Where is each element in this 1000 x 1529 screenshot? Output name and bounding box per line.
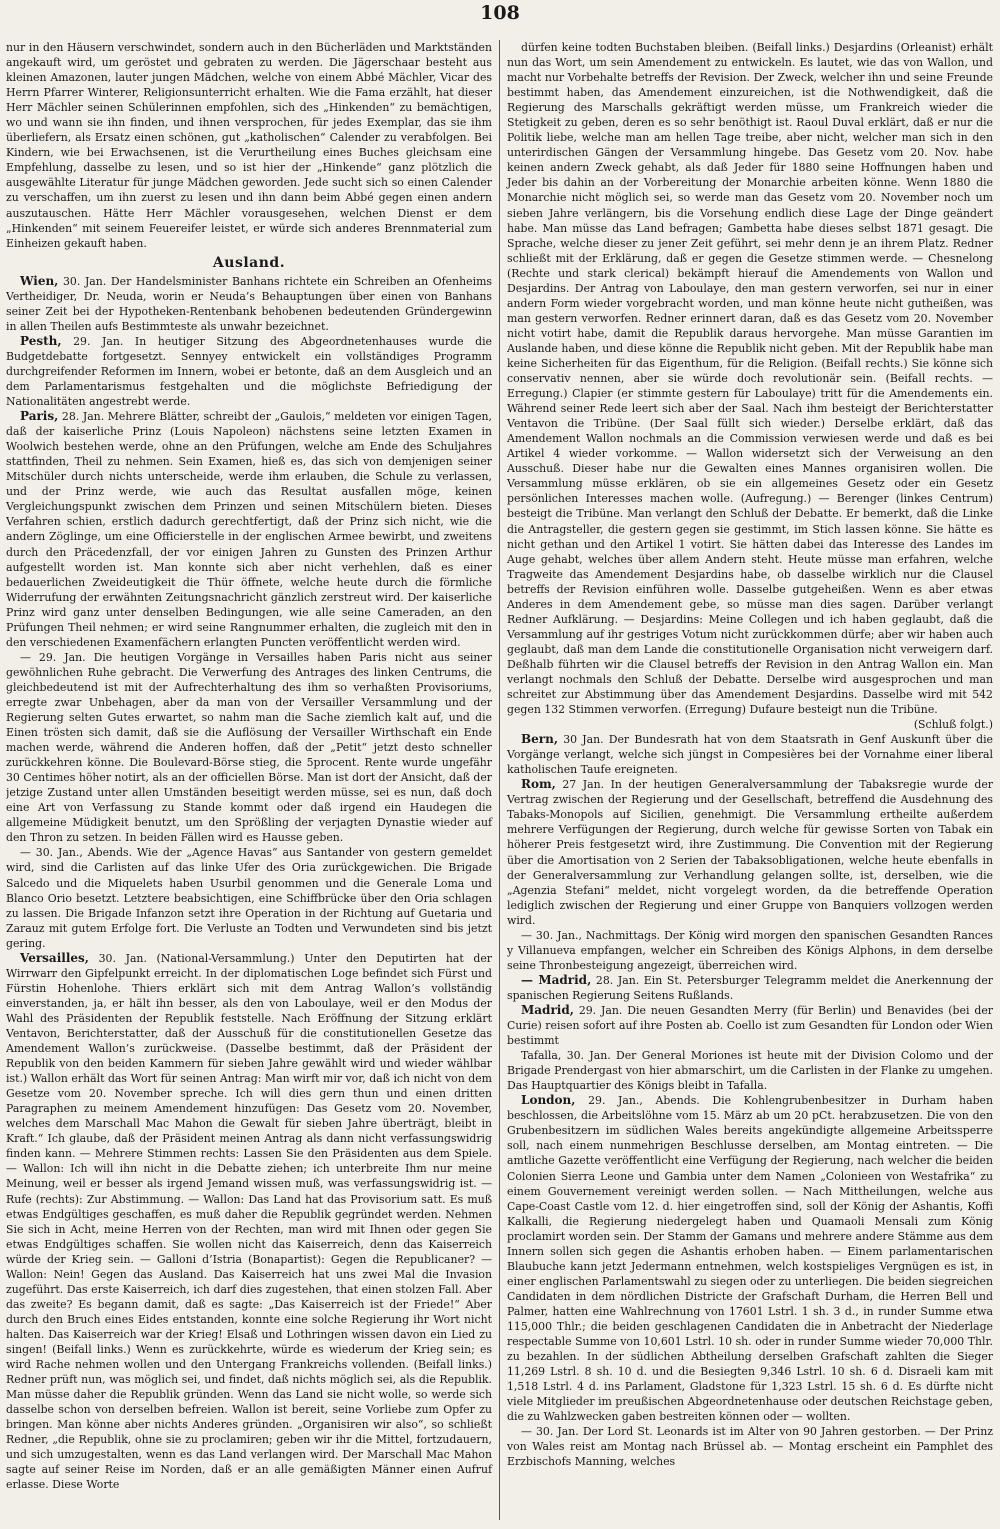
dateline: Pesth,: [20, 333, 62, 348]
article-paragraph: [6, 334, 492, 409]
dateline: Bern,: [521, 732, 559, 747]
article-columns: [6, 40, 994, 1520]
intro-paragraph: nur in den Häusern verschwindet, sondern auch in den Bücherläden und Marktständen angekauft wird, um geröstet und gebraten zu werden. Die Jägerschaar besteht aus kleinen Amazonen, lauter jungen Mädchen, welche von einem Abbé Mächler, Vicar des Herrn Pfarrer Winterer, Religionsunterricht erhalten. Wie die Fama erzählt, hat dieser Herr Mächler seinen Schülerinnen empfohlen, sich des „Hinkenden“ zu bemächtigen, wo und wann sie ihn finden, und ihnen versprochen, für jedes Exemplar, das sie ihm überliefern, als Ersatz einen schönen, gut „katholischen“ Calender zu verabfolgen. Bei Kindern, wie bei Erwachsenen, ist die Verurtheilung eines Buches gleichsam eine Empfehlung, dasselbe zu lesen, und so ist hier der „Hinkende“ ganz plötzlich die ausgewählte Literatur für junge Mädchen geworden. Jede sucht sich so einen Calender zu verschaffen, um ihn zuerst zu lesen und ihn dann beim Abbé gegen einen andern auszutauschen. Hätte Herr Mächler vorausgesehen, welchen Dienst er dem „Hinkenden“ mit seinem Feuereifer leistet, er würde sich anderes Brennmaterial zum Einheizen gekauft haben.: [6, 41, 492, 250]
article-paragraph: [507, 40, 993, 717]
article-text: 28. Jan. Ein St. Petersburger Telegramm meldet die Anerkennung der spanischen Regierung Seitens Rußlands.: [507, 973, 993, 1002]
article-paragraph: [6, 951, 492, 1493]
article-text: 29. Jan., Abends. Die Kohlengrubenbesitzer in Durham haben beschlossen, die Arbeitslöhne vom 15. März ab um 20 pCt. herabzusetzen. Die von den Grubenbesitzern im südlichen Wales bereits angekündigte allgemeine Arbeitssperre soll, nach einem nunmehrigen Beschlusse derselben, am Montag eintreten. — Die amtliche Gazette veröffentlicht eine Verfügung der Regierung, nach welcher die beiden Colonien Sierra Leone und Gambia unter dem Namen „Colonieen von Westafrika“ zu einem Gouvernement vereinigt werden sollen. — Nach Mittheilungen, welche aus Cape-Coast Castle vom 12. d. hier eingetroffen sind, soll der König der Ashantis, Koffi Kalkalli, die Regierung niedergelegt haben und Quamaoli Mensali zum König proclamirt worden sein. Der Stamm der Gamans und mehrere andere Stämme aus dem Innern sollen sich gegen die Ashantis erhoben haben. — Einem parlamentarischen Blaubuche kann jetzt Jedermann entnehmen, welch kostspieliges Vergnügen es ist, in einer englischen Parlamentswahl zu siegen oder zu unterliegen. Die beiden siegreichen Candidaten in dem nördlichen Districte der Grafschaft Durham, die Herren Bell und Palmer, hatten eine Wahlrechnung von 17601 Lstrl. 1 sh. 3 d., in runder Summe etwa 115,000 Thlr.; die beiden geschlagenen Candidaten die in Anbetracht der Niederlage respectable Summe von 10,601 Lstrl. 10 sh. oder in runder Summe wieder 70,000 Thlr. zu bezahlen. In der südlichen Abtheilung derselben Grafschaft zahlten die Sieger 11,269 Lstrl. 8 sh. 10 d. und die Besiegten 9,346 Lstrl. 10 sh. 6 d. Disraeli kam mit 1,518 Lstrl. 4 d. ins Parlament, Gladstone für 1,323 Lstrl. 15 sh. 6 d. Es dürfte nicht viele Mitglieder im preußischen Abgeordnetenhause oder deutschen Reichstage geben, die zu Wahlzwecken gaben bestreiten können oder — wollten.: [507, 1094, 993, 1424]
dateline: London,: [521, 1093, 576, 1108]
article-text: 27 Jan. In der heutigen Generalversammlung der Tabaksregie wurde der Vertrag zwischen der Regierung und der Gesellschaft, betreffend die Ausdehnung des Tabaks-Monopols auf Sicilien, genehmigt. Die Versammlung ertheilte außerdem mehrere Verfügungen der Regierung, durch welche für gewisse Sorten von Tabak ein höherer Preis festgesetzt wird, ihre Zustimmung. Die Convention mit der Regierung über die Amortisation von 2 Serien der Tabaksobligationen, welche heute ebenfalls in der Generalversammlung zur Verhandlung gelangen sollte, ist, derselben, wie die „Agenzia Stefani“ meldet, nicht vorgelegt worden, da die betreffende Operation lediglich zwischen der Regierung und einer Gruppe von Banquiers vollzogen werden wird.: [507, 778, 993, 927]
dateline: Wien,: [20, 273, 59, 288]
article-paragraph: [507, 732, 993, 777]
article-text: 29. Jan. In heutiger Sitzung des Abgeordnetenhauses wurde die Budgetdebatte fortgesetzt. Sennyey entwickelt ein vollständiges Programm durchgreifender Reformen im Innern, wobei er betonte, daß an dem Ausgleich und an dem Parlamentarismus festgehalten und die möglichste Befriedigung der Nationalitäten angestrebt werde.: [6, 334, 492, 409]
article-text: 29. Jan. Die neuen Gesandten Merry (für Berlin) und Benavides (bei der Curie) reisen sofort auf ihre Posten ab. Coello ist zum Gesandten für London oder Wien bestimmt: [507, 1004, 993, 1048]
article-text: 30. Jan. (National-Versammlung.) Unter den Deputirten hat der Wirrwarr den Gipfelpunkt erreicht. In der diplomatischen Loge befindet sich Fürst und Fürstin Hohenlohe. Thiers erklärt sich mit dem Antrag Wallon’s vollständig einverstanden, ja, er hält ihn besser, als den von Laboulaye, weil er den Modus der Wahl des Präsidenten der Republik feststelle. Nach Eröffnung der Sitzung erklärt Ventavon, Berichterstatter, daß der Ausschuß für die constitutionellen Gesetze das Amendement Wallon’s zurückweise. (Dasselbe bestimmt, daß der Präsident der Republik von den beiden Kammern für sieben Jahre gewählt wird und wieder wählbar ist.) Wallon erhält das Wort für seinen Antrag: Man wirft mir vor, daß ich nicht von dem Gesetze vom 20. November spreche. Ich will dies gern thun und einen dritten Paragraphen zu meinem Amendement hinzufügen: Das Gesetz vom 20. November, welches dem Marschall Mac Mahon die Gewalt für sieben Jahre überträgt, bleibt in Kraft.“ Ich glaube, daß der Präsident meinen Antrag als dann nicht verfassungswidrig finden kann. — Mehrere Stimmen rechts: Lassen Sie den Präsidenten aus dem Spiele. — Wallon: Ich will ihn nicht in die Debatte ziehen; ich unterbreite Ihm nur meine Meinung, weil er besser als irgend Jemand wissen muß, was verfassungswidrig ist. — Rufe (rechts): Zur Abstimmung. — Wallon: Das Land hat das Provisorium satt. Es muß etwas Endgültiges geschaffen, es muß daher die Republik gegründet werden. Nehmen Sie sich in Acht, meine Herren von der Rechten, man wird mit Ihnen oder gegen Sie etwas Endgültiges schaffen. Sie wollen nicht das Kaiserreich, denn das Kaiserreich würde der Krieg sein. — Galloni d’Istria (Bonapartist): Gegen die Republicaner? — Wallon: Nein! Gegen das Ausland. Das Kaiserreich hat uns zwei Mal die Invasion zugeführt. Das erste Kaiserreich, ich darf dies zugestehen, that einen stolzen Fall. Aber das zweite? Es begann damit, daß es sagte: „Das Kaiserreich ist der Friede!“ Aber durch den Bruch eines Eides entstanden, konnte eine solche Regierung ihr Wort nicht halten. Das Kaiserreich war der Krieg! Elsaß und Lothringen wissen davon ein Lied zu singen! (Beifall links.) Wenn es zurückkehrte, würde es wiederum der Krieg sein; es wird Rache nehmen wollen und den Untergang Frankreichs vollenden. (Beifall links.) Redner prüft nun, was möglich sei, und findet, daß nichts möglich sei, als die Republik. Man müsse daher die Republik gründen. Wenn das Land sie nicht wolle, so werde sich dasselbe schon von derselben befreien. Wallon ist bereit, seine Vorliebe zum Opfer zu bringen. Man könne aber nichts Anderes gründen. „Organisiren wir also“, so schließt Redner, „die Republik, ohne sie zu proclamiren; geben wir ihr die Mittel, fortzudauern, und sich umzugestalten, wenn es das Land verlangen wird. Der Marschall Mac Mahon sagte auf seiner Reise im Norden, daß er an alle gemäßigten Männer einen Aufruf erlasse. Diese Worte: [6, 951, 492, 1492]
left-column: [6, 40, 499, 1520]
article-paragraph: [507, 1093, 993, 1424]
article-paragraph: [6, 650, 492, 846]
article-paragraph: [507, 777, 993, 927]
dateline: Madrid,: [521, 1003, 574, 1017]
left-articles: [6, 274, 492, 1493]
article-text: — 30. Jan., Abends. Wie der „Agence Havas“ aus Santander von gestern gemeldet wird, sind die Carlisten auf das linke Ufer des Oria zurückgewichen. Die Brigade Salcedo und die Miquelets haben Usurbil genommen und die Generale Loma und Blanco Orio besetzt. Letztere beabsichtigen, eine Schiffbrücke über den Oria schlagen zu lassen. Die Brigade Infanzon setzt ihre Operation in der Richtung auf Guetaria und Zarauz mit gutem Erfolge fort. Die Verluste an Todten und Verwundeten sind bis jetzt gering.: [6, 846, 492, 950]
right-articles-2: [507, 732, 993, 1469]
article-paragraph: [6, 845, 492, 950]
section-heading: Ausland.: [212, 254, 286, 271]
article-text: Tafalla, 30. Jan. Der General Moriones ist heute mit der Division Colomo und der Brigade Prendergast von hier abmarschirt, um die Carlisten in der Flanke zu umgehen. Das Hauptquartier des Königs bleibt in Tafalla.: [507, 1049, 993, 1093]
article-paragraph: [507, 1424, 993, 1469]
article-text: 30 Jan. Der Bundesrath hat von dem Staatsrath in Genf Auskunft über die Vorgänge verlangt, welche sich jüngst in Compesières bei der Vornahme einer liberal katholischen Taufe ereigneten.: [507, 733, 993, 777]
article-text: — 29. Jan. Die heutigen Vorgänge in Versailles haben Paris nicht aus seiner gewöhnlichen Ruhe gebracht. Die Verwerfung des Antrages des linken Centrums, die gleichbedeutend ist mit der Aufrechterhaltung des ihm so verhaßten Provisoriums, erregte zwar Unbehagen, aber da man von der Versailler Versammlung und der Regierung selten Gutes erwartet, so nahm man die Sache ziemlich kalt auf, und die Einen trösten sich damit, daß sie die Auflösung der Versailler Wirthschaft ein Ende machen werde, während die Anderen hoffen, daß der „Petit“ jetzt desto schneller zurückkehren könne. Die Boulevard-Börse stieg, die 5procent. Rente wurde ungefähr 30 Centimes höher notirt, als an der officiellen Börse. Man ist dort der Ansicht, daß der jetzige Zustand unter allen Umständen beseitigt werden müsse, sei es nun, daß doch eine Art von Verfassung zu Stande kommt oder daß irgend ein Haudegen die allgemeine Müdigkeit benutzt, um den Sprößling der verjagten Dynastie wieder auf den Thron zu setzen. In beiden Fällen wird es Hausse geben.: [6, 650, 492, 845]
article-text: 28. Jan. Mehrere Blätter, schreibt der „Gaulois,“ meldeten vor einigen Tagen, daß der kaiserliche Prinz (Louis Napoleon) nächstens seine letzten Examen in Woolwich bestehen werde, ohne an den Prüfungen, welche am Ende des Schuljahres stattfinden, Theil zu nehmen. Sein Examen, hieß es, das sich von demjenigen seiner Mitschüler durch nichts unterscheide, werde ihm erlauben, die Schule zu verlassen, und der Prinz werde, wie auch das Resultat ausfallen möge, keinen Vergleichungspunkt zwischen dem Prinzen und seinen Mitschülern bieten. Dieses Verfahren schien, erstlich dadurch gerechtfertigt, daß der Prinz sich nicht, wie die andern Zöglinge, um eine Officierstelle in der englischen Armee bewirbt, und zweitens durch den Präcedenzfall, der vor einigen Jahren zu Gunsten des Prinzen Arthur aufgestellt worden ist. Man konnte sich aber nicht verhehlen, daß es einer bedauerlichen Zweideutigkeit die Thür öffnete, welche heute durch die förmliche Widerrufung der erwähnten Zeitungsnachricht gänzlich zerstreut wird. Der kaiserliche Prinz wird ganz unter denselben Bedingungen, wie alle seine Cameraden, an den Prüfungen Theil nehmen; er wird seine Rangnummer erhalten, die zugleich mit den in den verschiedenen Examenfächern erlangten Puncten veröffentlicht werden wird.: [6, 410, 492, 649]
page-number: 108: [480, 2, 520, 24]
article-paragraph: [507, 1048, 993, 1093]
continued-note: (Schluß folgt.): [913, 718, 993, 732]
dateline: Paris,: [20, 409, 59, 424]
article-text: dürfen keine todten Buchstaben bleiben. (Beifall links.) Desjardins (Orleanist) erhält nun das Wort, um sein Amendement zu entwickeln. Es lautet, wie das von Wallon, und macht nur Vorbehalte betreffs der Revision. Der Zweck, welcher ihn und seine Freunde bestimmt haben, das Amendement einzureichen, ist die Nothwendigkeit, daß die Regierung des Marschalls gekräftigt werden müsse, um Frankreich wieder die Stetigkeit zu geben, deren es so sehr benöthigt ist. Raoul Duval erklärt, daß er nur die Politik liebe, welche man am hellen Tage treibe, aber nicht, welcher man sich in den unterirdischen Gängen der Versammlung hingebe. Das Gesetz vom 20. Nov. habe keinen andern Zweck gehabt, als daß Jeder für 1880 seine Hoffnungen haben und Jeder bis dahin an der Vorbereitung der Monarchie arbeiten könne. Wenn 1880 die Monarchie nicht möglich sei, so werde man das Gesetz vom 20. November noch um sieben Jahre verlängern, bis die Vorsehung endlich diese Lage der Dinge geändert habe. Man müsse das Land befragen; Gambetta habe dieses selbst 1871 gesagt. Die Sprache, welche dieser zu jener Zeit geführt, sei mehr denn je an ihrem Platz. Redner schließt mit der Erklärung, daß er gegen die Gesetze stimmen werde. — Chesnelong (Rechte und stark clerical) bekämpft hierauf die Amendements von Wallon und Desjardins. Der Antrag von Laboulaye, den man gestern verworfen, sei nur in einer andern Form wieder vorgebracht worden, und man könne heute nicht gutheißen, was man gestern verworfen. Redner erinnert daran, daß es das Gesetz vom 20. November nicht votirt habe, damit die Republik daraus hervorgehe. Man müsse Garantien im Auslande haben, und diese könne die Republik nicht geben. Mit der Republik habe man keine Sicherheiten für das Eigenthum, für die Religion. (Beifall rechts.) Sie könne sich conservativ nennen, aber sie würde doch revolutionär sein. (Beifall rechts. — Erregung.) Clapier (er stimmte gestern für Laboulaye) tritt für die Amendements ein. Während seiner Rede leert sich aber der Saal. Nach ihm besteigt der Berichterstatter Ventavon die Tribüne. (Der Saal füllt sich wieder.) Derselbe erklärt, daß das Amendement Wallon nochmals an die Commission verwiesen werde und daß es bei Artikel 4 wieder vorkomme. — Wallon widersetzt sich der Verweisung an den Ausschuß. Dieser habe nur die Gewalten eines Mannes organisiren wollen. Die Versammlung müsse erklären, ob sie ein allgemeines Gesetz oder ein Gesetz persönlichen Interesses machen wolle. (Aufregung.) — Berenger (linkes Centrum) besteigt die Tribüne. Man verlangt den Schluß der Debatte. Er bemerkt, daß die Linke die Antragsteller, die gestern gegen sie gestimmt, im Stich lassen könne. Sie hätte es nicht gethan und den Artikel 1 votirt. Sie hätten dabei das Interesse des Landes im Auge gehabt, welches über allem Andern steht. Heute müsse man erfahren, welche Tragweite das Amendement Desjardins habe, ob dasselbe wirklich nur die Clausel betreffs der Revision einführen wolle. Dasselbe gutgeheißen. Wenn es aber etwas Anderes in dem Amendement gebe, so müsse man dies sagen. Darüber verlangt Redner Aufklärung. — Desjardins: Meine Collegen und ich haben geglaubt, daß die Versammlung auf ihr gestriges Votum nicht zurückkommen dürfe; aber wir haben auch geglaubt, daß man dem Lande die constitutionelle Organisation nicht verweigern darf. Deßhalb führten wir die Clausel betreffs der Revision in den Antrag Wallon ein. Man verlangt nochmals den Schluß der Debatte. Derselbe wird ausgesprochen und man schreitet zur Abstimmung über das Amendement Desjardins. Dasselbe wird mit 542 gegen 132 Stimmen verworfen. (Erregung) Dufaure besteigt nun die Tribüne.: [507, 41, 993, 717]
article-paragraph: [6, 409, 492, 650]
right-articles: [507, 40, 993, 717]
right-column: [500, 40, 993, 1520]
article-text: 30. Jan. Der Handelsminister Banhans richtete ein Schreiben an Ofenheims Vertheidiger, Dr. Neuda, worin er Neuda’s Behauptungen über einen von Banhans seiner Zeit bei der Hypotheken-Rentenbank behobenen bedeutenden Gründergewinn in allen Theilen aufs Bestimmteste als unwahr bezeichnet.: [6, 274, 492, 333]
article-paragraph: [507, 1003, 993, 1048]
article-paragraph: [507, 973, 993, 1003]
dateline: — Madrid,: [521, 972, 592, 987]
article-text: — 30. Jan. Der Lord St. Leonards ist im Alter von 90 Jahren gestorben. — Der Prinz von Wales reist am Montag nach Brüssel ab. — Montag erscheint ein Pamphlet des Erzbischofs Manning, welches: [507, 1425, 993, 1469]
dateline: Rom,: [521, 777, 556, 792]
dateline: Versailles,: [20, 950, 89, 965]
article-paragraph: [6, 274, 492, 334]
article-paragraph: [507, 928, 993, 973]
article-text: — 30. Jan., Nachmittags. Der König wird morgen den spanischen Gesandten Rances y Villanueva empfangen, welcher ein Schreiben des Königs Alphons, in dem derselbe seine Thronbesteigung angezeigt, überreichen wird.: [507, 928, 993, 972]
